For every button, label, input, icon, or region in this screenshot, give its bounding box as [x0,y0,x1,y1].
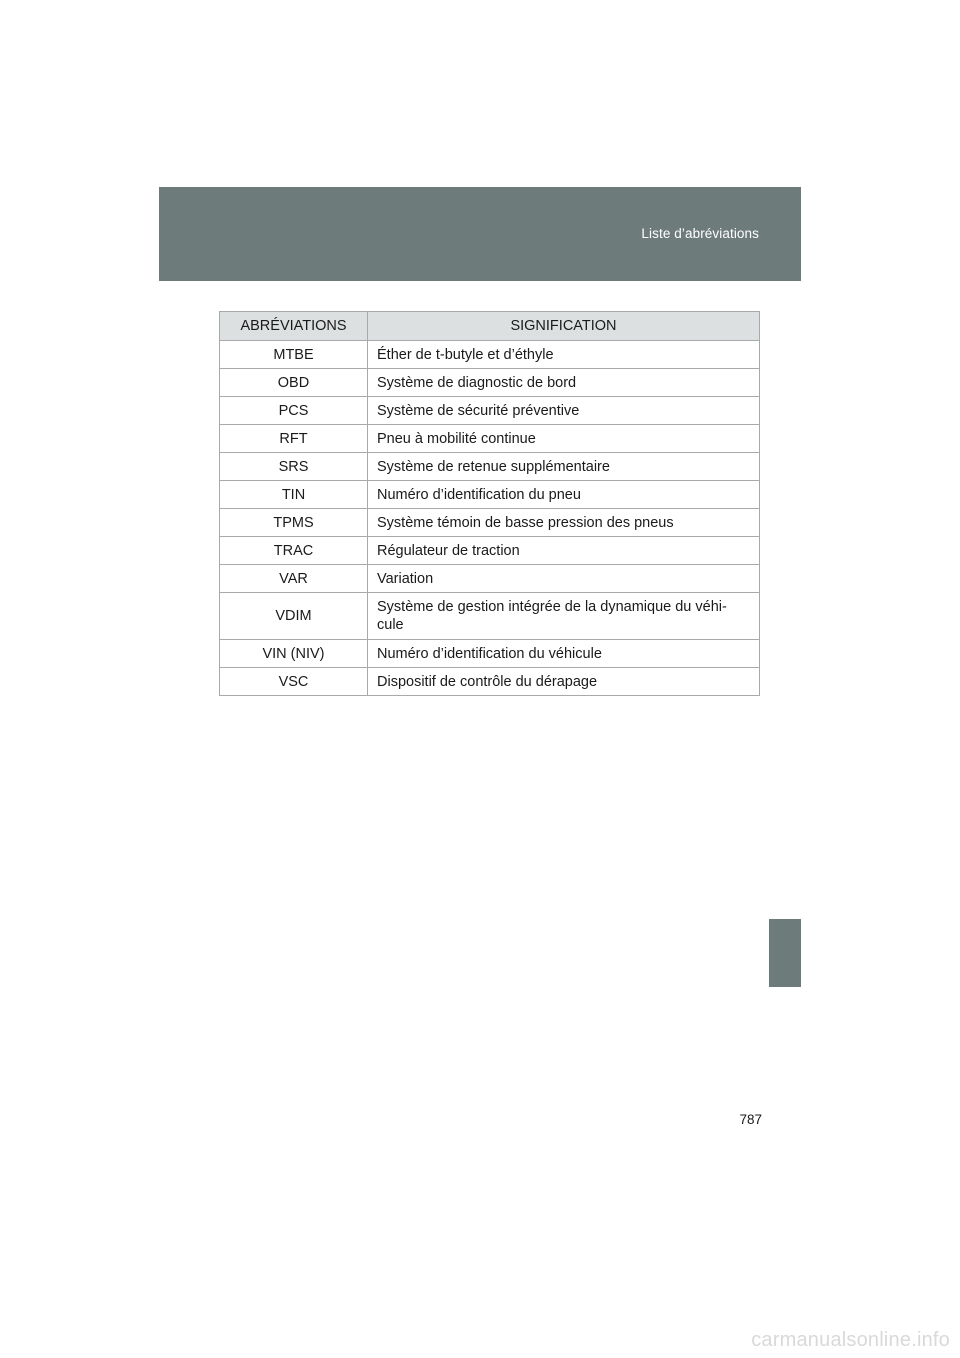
watermark: carmanualsonline.info [751,1329,950,1351]
table-row [220,668,760,696]
table-row [220,481,760,509]
header-band [159,187,801,281]
abbreviation-cell: OBD [220,369,368,397]
table-row [220,640,760,668]
table-row [220,453,760,481]
column-header-signification: SIGNIFICATION [368,312,760,341]
meaning-cell: Numéro d’identification du véhicule [368,640,760,668]
meaning-cell: Éther de t-butyle et d’éthyle [368,341,760,369]
abbreviation-cell: RFT [220,425,368,453]
page-number: 787 [739,1112,762,1127]
table-row [220,593,760,640]
meaning-cell: Régulateur de traction [368,537,760,565]
meaning-cell: Numéro d’identification du pneu [368,481,760,509]
chapter-tab [769,919,801,987]
abbreviation-cell: PCS [220,397,368,425]
table-row [220,341,760,369]
table-row [220,565,760,593]
section-title: Liste d’abréviations [641,226,759,241]
table-row [220,425,760,453]
abbreviation-cell: VIN (NIV) [220,640,368,668]
meaning-cell: Système de gestion intégrée de la dynamique du véhi- cule [368,593,760,640]
abbreviation-cell: VDIM [220,593,368,640]
table-header-row [220,312,760,341]
table-row [220,509,760,537]
abbreviation-cell: VAR [220,565,368,593]
abbreviation-cell: TRAC [220,537,368,565]
meaning-cell: Système témoin de basse pression des pneus [368,509,760,537]
meaning-cell: Système de sécurité préventive [368,397,760,425]
meaning-cell: Pneu à mobilité continue [368,425,760,453]
abbreviation-cell: TIN [220,481,368,509]
meaning-cell: Système de retenue supplémentaire [368,453,760,481]
table-row [220,369,760,397]
meaning-cell: Système de diagnostic de bord [368,369,760,397]
abbreviation-cell: SRS [220,453,368,481]
abbreviation-cell: VSC [220,668,368,696]
table-row [220,537,760,565]
column-header-abbreviations: ABRÉVIATIONS [220,312,368,341]
abbreviation-cell: MTBE [220,341,368,369]
meaning-cell: Dispositif de contrôle du dérapage [368,668,760,696]
meaning-cell: Variation [368,565,760,593]
abbreviations-table [219,311,760,696]
abbreviation-cell: TPMS [220,509,368,537]
table-row [220,397,760,425]
